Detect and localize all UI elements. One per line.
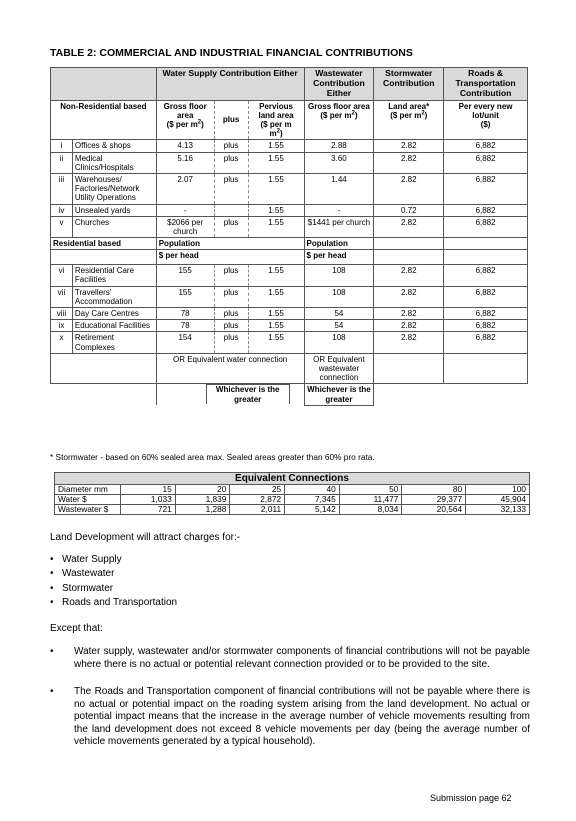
wastewater-value: 108: [304, 332, 374, 353]
roads-value: 6,882: [444, 140, 528, 152]
table-cell: 8,034: [339, 505, 402, 515]
table-cell: 1,288: [175, 505, 230, 515]
whichever-wastewater: Whichever is the greater: [304, 384, 374, 405]
water-value: 154: [156, 332, 214, 353]
table-row: [51, 140, 528, 152]
water-value: 4.13: [156, 140, 214, 152]
gross-floor-header: Gross floor area ($ per $m^2$): [156, 100, 214, 140]
wastewater-value: 108: [304, 265, 374, 286]
wastewater-value: 108: [304, 286, 374, 307]
stormwater-value: 2.82: [374, 332, 444, 353]
stormwater-value: 2.82: [374, 152, 444, 173]
row-category: Warehouses/ Factories/Network Utility Operations: [72, 173, 156, 204]
wastewater-value: 3.60: [304, 152, 374, 173]
table-row: [51, 204, 528, 216]
row-category: Unsealed yards: [72, 204, 156, 216]
roads-value: 6,882: [444, 332, 528, 353]
wastewater-value: 54: [304, 308, 374, 320]
table-cell: 2,011: [230, 505, 285, 515]
bullet-icon: •: [50, 646, 54, 657]
roads-value: 6,882: [444, 308, 528, 320]
list-item: • Water Supply: [50, 553, 177, 567]
table-cell: 2,872: [230, 495, 285, 505]
table-cell: 100: [466, 485, 530, 495]
residential-label: Residential based: [51, 238, 157, 250]
per-head-label: $ per head: [156, 250, 304, 265]
row-category: Retirement Complexes: [72, 332, 156, 353]
residential-section-row: [51, 238, 528, 250]
row-label: Wastewater $: [55, 505, 121, 515]
water-value: 5.16: [156, 152, 214, 173]
ww-per-head-label: $ per head: [304, 250, 374, 265]
table-cell: 1,033: [121, 495, 176, 505]
stormwater-value: 2.82: [374, 320, 444, 332]
exception-item: • Water supply, wastewater and/or stormwater components of financial contributions will not be payable where there is no actual or potential relevant connection provided or to be provided to the site.: [50, 646, 530, 670]
ww-gross-floor-header: Gross floor area ($ per $m^2$): [304, 100, 374, 140]
table-cell: 40: [285, 485, 340, 495]
roads-value: 6,882: [444, 216, 528, 237]
water-value: -: [156, 204, 214, 216]
stormwater-value: 2.82: [374, 308, 444, 320]
pervious-value: 1.55: [248, 308, 304, 320]
non-residential-label: Non-Residential based: [51, 100, 157, 140]
pervious-header: Pervious land area ($ per m $m^2$): [248, 100, 304, 140]
wastewater-value: 1.44: [304, 173, 374, 204]
row-category: Offices & shops: [72, 140, 156, 152]
plus-value: plus: [214, 173, 248, 204]
plus-value: plus: [214, 140, 248, 152]
table-cell: 32,133: [466, 505, 530, 515]
table-cell: 20,564: [402, 505, 466, 515]
table-row: [51, 216, 528, 237]
row-category: Travellers' Accommodation: [72, 286, 156, 307]
water-value: 2.07: [156, 173, 214, 204]
row-number: iii: [51, 173, 73, 204]
row-number: iv: [51, 204, 73, 216]
stormwater-value: 0.72: [374, 204, 444, 216]
roads-value: 6,882: [444, 286, 528, 307]
pervious-value: 1.55: [248, 332, 304, 353]
list-item: • Wastewater: [50, 567, 177, 581]
table-cell: 50: [339, 485, 402, 495]
table-cell: 11,477: [339, 495, 402, 505]
plus-header: plus: [214, 100, 248, 140]
table-row: [51, 320, 528, 332]
table-cell: 29,377: [402, 495, 466, 505]
equivalent-connections-title: Equivalent Connections: [55, 473, 530, 485]
table-cell: 5,142: [285, 505, 340, 515]
bullet-icon: •: [50, 686, 54, 697]
ww-population-label: Population: [304, 238, 374, 250]
or-row: [51, 353, 528, 384]
wastewater-value: 54: [304, 320, 374, 332]
table-cell: 15: [121, 485, 176, 495]
table-cell: 1,839: [175, 495, 230, 505]
table-cell: 80: [402, 485, 466, 495]
pervious-value: 1.55: [248, 152, 304, 173]
row-category: Educational Facilities: [72, 320, 156, 332]
table-row: [55, 485, 530, 495]
page-number: Submission page 62: [430, 793, 512, 803]
table-row: [51, 286, 528, 307]
wastewater-value: $1441 per church: [304, 216, 374, 237]
plus-value: plus: [214, 216, 248, 237]
table-row: [51, 308, 528, 320]
list-item: • Roads and Transportation: [50, 596, 177, 610]
pervious-value: 1.55: [248, 216, 304, 237]
pervious-value: 1.55: [248, 265, 304, 286]
row-label: Diameter mm: [55, 485, 121, 495]
table-row: [55, 495, 530, 505]
land-area-header: Land area* ($ per $m^2$): [374, 100, 444, 140]
stormwater-value: 2.82: [374, 140, 444, 152]
stormwater-header: Stormwater Contribution: [374, 68, 444, 101]
bullet-icon: •: [50, 596, 54, 608]
table-cell: 25: [230, 485, 285, 495]
wastewater-value: -: [304, 204, 374, 216]
row-number: x: [51, 332, 73, 353]
row-number: v: [51, 216, 73, 237]
roads-value: 6,882: [444, 204, 528, 216]
table-cell: 7,345: [285, 495, 340, 505]
equivalent-connections-table: [54, 472, 530, 515]
roads-value: 6,882: [444, 152, 528, 173]
row-number: ix: [51, 320, 73, 332]
plus-value: plus: [214, 320, 248, 332]
row-label: Water $: [55, 495, 121, 505]
table-row: [51, 265, 528, 286]
stormwater-value: 2.82: [374, 265, 444, 286]
row-category: Churches: [72, 216, 156, 237]
contributions-table: [50, 67, 528, 406]
stormwater-footnote: * Stormwater - based on 60% sealed area max. Sealed areas greater than 60% pro rata.: [50, 452, 375, 462]
table-cell: 45,904: [466, 495, 530, 505]
whichever-row: [51, 384, 528, 405]
table-row: [55, 505, 530, 515]
bullet-icon: •: [50, 582, 54, 594]
except-intro: Except that:: [50, 623, 103, 634]
water-value: $2066 per church: [156, 216, 214, 237]
table-row: [51, 332, 528, 353]
whichever-water: Whichever is the greater: [206, 384, 290, 403]
row-number: vi: [51, 265, 73, 286]
stormwater-value: 2.82: [374, 173, 444, 204]
roads-value: 6,882: [444, 320, 528, 332]
list-item: • Stormwater: [50, 582, 177, 596]
stormwater-value: 2.82: [374, 216, 444, 237]
roads-header: Roads & Transportation Contribution: [444, 68, 528, 101]
population-label: Population: [156, 238, 304, 250]
row-category: Day Care Centres: [72, 308, 156, 320]
per-head-row: [51, 250, 528, 265]
row-number: ii: [51, 152, 73, 173]
row-number: viii: [51, 308, 73, 320]
table-subheader-row: [51, 100, 528, 140]
water-value: 155: [156, 265, 214, 286]
row-category: Medical Clinics/Hospitals: [72, 152, 156, 173]
pervious-value: 1.55: [248, 320, 304, 332]
or-water-connection: OR Equivalent water connection: [156, 353, 304, 384]
roads-value: 6,882: [444, 173, 528, 204]
charges-list: [50, 553, 177, 610]
table-row: [51, 173, 528, 204]
pervious-value: 1.55: [248, 140, 304, 152]
per-lot-header: Per every new lot/unit ($): [444, 100, 528, 140]
stormwater-value: 2.82: [374, 286, 444, 307]
water-value: 78: [156, 320, 214, 332]
wastewater-header: Wastewater Contribution Either: [304, 68, 374, 101]
plus-value: plus: [214, 332, 248, 353]
plus-value: plus: [214, 308, 248, 320]
exception-item: • The Roads and Transportation component of financial contributions will not be payable where there is no actual or potential impact on the roading system arising from the land development. No actual or potential impact means that the increase in the average number of vehicle movements resulting from the land development does not exceed 8 vehicle movements per day (being the average number of vehicle movements generated by a typical household).: [50, 686, 530, 747]
page-title: TABLE 2: COMMERCIAL AND INDUSTRIAL FINANCIAL CONTRIBUTIONS: [50, 47, 413, 59]
row-number: i: [51, 140, 73, 152]
wastewater-value: 2.88: [304, 140, 374, 152]
table-row: [51, 152, 528, 173]
table-cell: 20: [175, 485, 230, 495]
or-wastewater-connection: OR Equivalent wastewater connection: [304, 353, 374, 384]
pervious-value: 1.55: [248, 286, 304, 307]
plus-value: plus: [214, 265, 248, 286]
row-number: vii: [51, 286, 73, 307]
row-category: Residential Care Facilities: [72, 265, 156, 286]
water-value: 155: [156, 286, 214, 307]
roads-value: 6,882: [444, 265, 528, 286]
table-header-row: [51, 68, 528, 101]
plus-value: plus: [214, 286, 248, 307]
bullet-icon: •: [50, 554, 54, 565]
table-cell: 721: [121, 505, 176, 515]
bullet-icon: •: [50, 568, 54, 580]
pervious-value: 1.55: [248, 173, 304, 204]
water-value: 78: [156, 308, 214, 320]
plus-value: [214, 204, 248, 216]
water-supply-header: Water Supply Contribution Either: [156, 68, 304, 101]
land-development-intro: Land Development will attract charges for:-: [50, 532, 241, 543]
pervious-value: 1.55: [248, 204, 304, 216]
plus-value: plus: [214, 152, 248, 173]
